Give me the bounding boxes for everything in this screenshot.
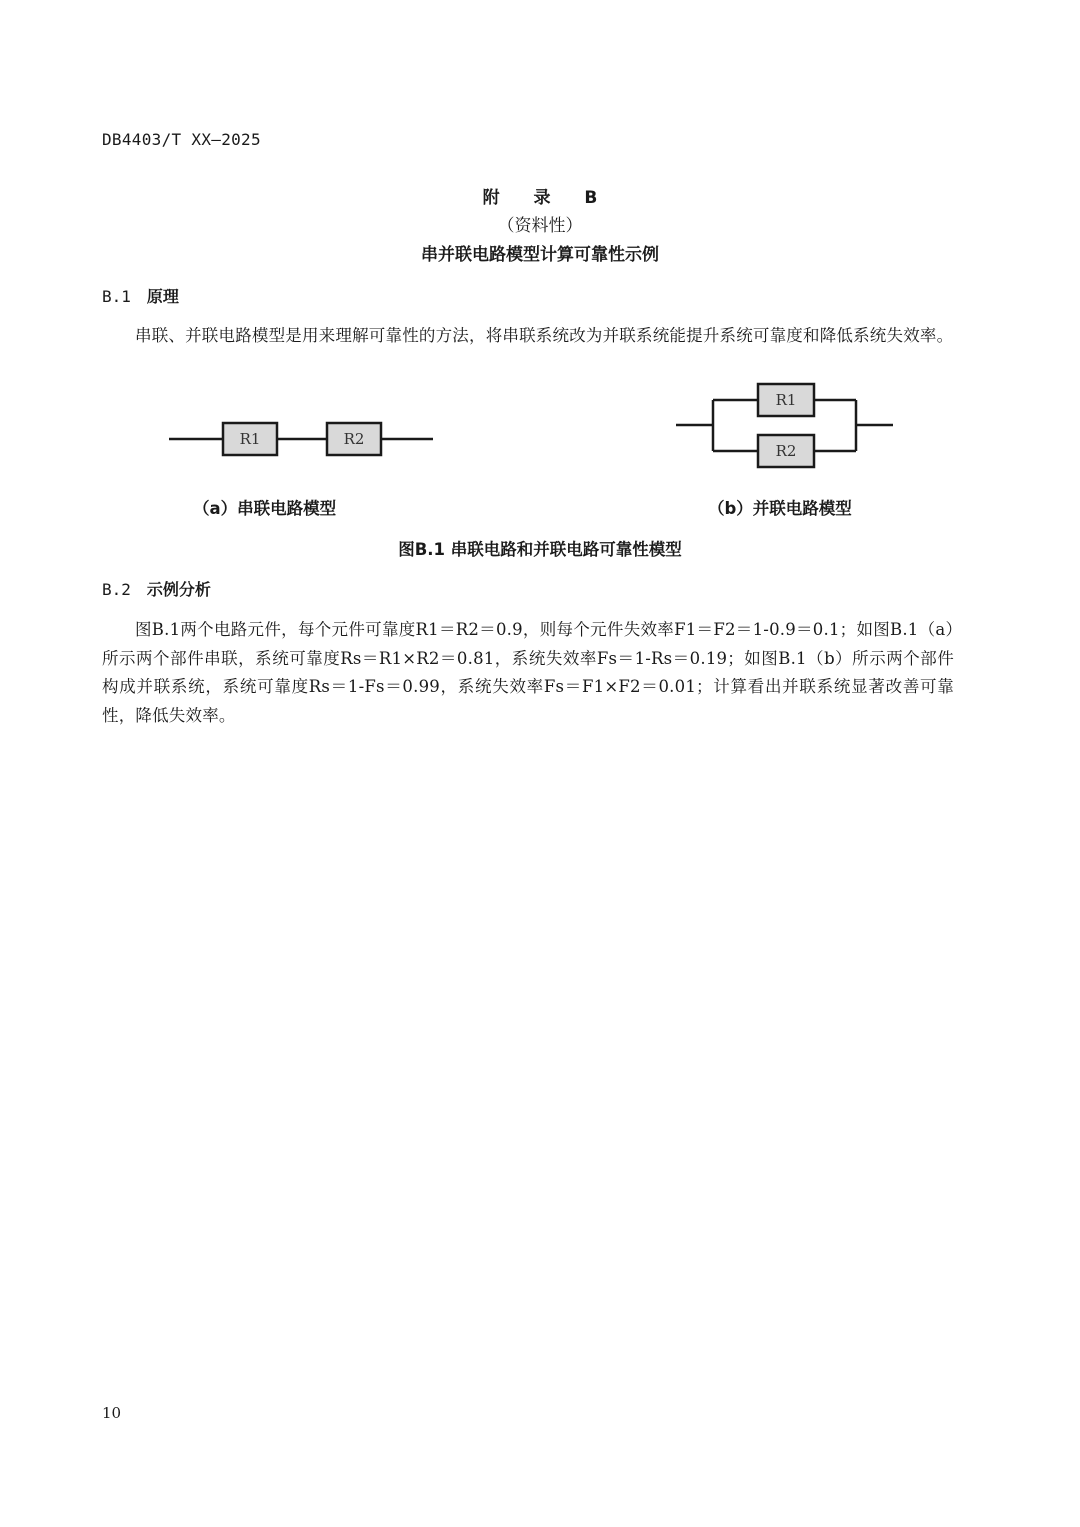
parallel-diagram-caption: （b）并联电路模型 [708, 499, 852, 518]
series-circuit-diagram [165, 415, 440, 463]
appendix-title: 附 录 B [482, 188, 612, 208]
section-title: 示例分析 [146, 580, 211, 599]
series-r2-label: R2 [343, 430, 365, 448]
section-heading-b1 [102, 284, 179, 307]
figure-caption: 图B.1 串联电路和并联电路可靠性模型 [398, 540, 682, 559]
page-number: 10 [102, 1404, 122, 1422]
series-diagram-caption: （a）串联电路模型 [193, 499, 337, 518]
section-paragraph-b2: 图B.1两个电路元件，每个元件可靠度R1＝R2＝0.9，则每个元件失效率F1＝F2＝1-0.9＝0.1；如图B.1（a）所示两个部件串联，系统可靠度Rs＝R1×R2＝0.81，系统失效率Fs＝1-Rs＝0.19；如图B.1（b）所示两个部件构成并联系统，系统可靠度Rs＝1-Fs＝0.99，系统失效率Fs＝F1×F2＝0.01；计算看出并联系统显著改善可靠性，降低失效率。 [102, 620, 954, 725]
parallel-r2-label: R2 [775, 442, 797, 460]
section-heading-b2 [102, 577, 211, 600]
series-r1-label: R1 [239, 430, 261, 448]
appendix-name: 串并联电路模型计算可靠性示例 [421, 245, 659, 265]
section-title: 原理 [146, 287, 179, 306]
parallel-r1-label: R1 [775, 391, 797, 409]
appendix-type: （资料性） [497, 216, 583, 236]
document-code: DB4403/T XX—2025 [102, 130, 261, 149]
parallel-circuit-diagram [672, 375, 898, 473]
section-number: B.1 [102, 287, 131, 306]
section-number: B.2 [102, 580, 131, 599]
section-paragraph-b1: 串联、并联电路模型是用来理解可靠性的方法，将串联系统改为并联系统能提升系统可靠度和降低系统失效率。 [135, 326, 954, 345]
